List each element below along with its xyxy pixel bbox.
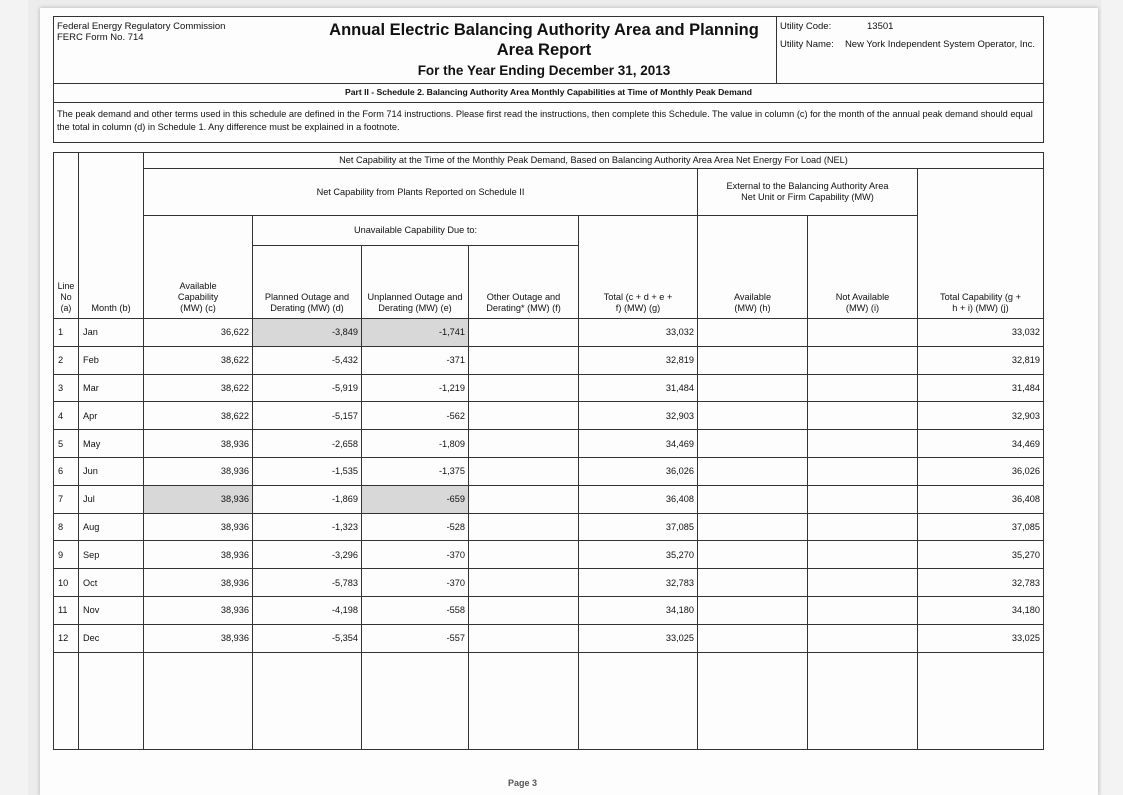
cell-h — [698, 402, 808, 430]
col-header-d: Planned Outage and Derating (MW) (d) — [253, 246, 362, 319]
viewer-margin-left — [0, 0, 28, 795]
cell-f — [469, 430, 579, 458]
cell-d: -5,432 — [253, 346, 362, 374]
cell-month: Dec — [79, 624, 144, 652]
form-header — [53, 16, 1044, 84]
header-divider — [776, 17, 777, 83]
cell-g: 37,085 — [579, 513, 698, 541]
plants-header: Net Capability from Plants Reported on Schedule II — [144, 169, 698, 216]
cell-h — [698, 374, 808, 402]
col-header-month: Month (b) — [79, 153, 144, 319]
cell-j: 34,180 — [918, 596, 1044, 624]
cell-d: -4,198 — [253, 596, 362, 624]
cell-j: 35,270 — [918, 541, 1044, 569]
cell-e: -371 — [362, 346, 469, 374]
table-row — [54, 596, 1044, 624]
cell-g: 33,032 — [579, 319, 698, 347]
cell-d: -3,296 — [253, 541, 362, 569]
col-header-c: Available Capability (MW) (c) — [144, 216, 253, 319]
cell-i — [808, 513, 918, 541]
cell-line: 3 — [54, 374, 79, 402]
form-number: FERC Form No. 714 — [57, 32, 144, 43]
report-title-line1: Annual Electric Balancing Authority Area and Planning — [329, 21, 759, 39]
cell-month: Feb — [79, 346, 144, 374]
cell-j: 32,903 — [918, 402, 1044, 430]
report-title-line2: Area Report — [496, 41, 592, 59]
cell-line: 8 — [54, 513, 79, 541]
cell-e: -558 — [362, 596, 469, 624]
cell-c: 38,936 — [144, 596, 253, 624]
cell-c: 38,622 — [144, 374, 253, 402]
cell-j: 33,025 — [918, 624, 1044, 652]
cell-i — [808, 541, 918, 569]
cell-e: -562 — [362, 402, 469, 430]
utility-code-label: Utility Code: — [780, 21, 832, 32]
cell-c: 36,622 — [144, 319, 253, 347]
cell-h — [698, 457, 808, 485]
cell-h — [698, 319, 808, 347]
cell-e: -370 — [362, 569, 469, 597]
table-row — [54, 624, 1044, 652]
col-header-line: Line No (a) — [54, 153, 79, 319]
cell-g: 31,484 — [579, 374, 698, 402]
table-row — [54, 402, 1044, 430]
cell-e: -557 — [362, 624, 469, 652]
cell-month: Jul — [79, 485, 144, 513]
cell-c: 38,936 — [144, 485, 253, 513]
table-row — [54, 457, 1044, 485]
cell-h — [698, 485, 808, 513]
col-header-g: Total (c + d + e + f) (MW) (g) — [579, 216, 698, 319]
cell-e: -370 — [362, 541, 469, 569]
utility-name-value: New York Independent System Operator, Inc. — [844, 39, 1036, 50]
cell-g: 34,180 — [579, 596, 698, 624]
cell-line: 11 — [54, 596, 79, 624]
cell-i — [808, 319, 918, 347]
cell-h — [698, 541, 808, 569]
cell-f — [469, 374, 579, 402]
cell-j: 31,484 — [918, 374, 1044, 402]
cell-line: 5 — [54, 430, 79, 458]
cell-i — [808, 430, 918, 458]
agency-name: Federal Energy Regulatory Commission — [57, 21, 226, 32]
cell-g: 32,819 — [579, 346, 698, 374]
cell-g: 32,783 — [579, 569, 698, 597]
instructions-text: The peak demand and other terms used in this schedule are defined in the Form 714 instructions. Please first read the instructions, then complete this Schedule. The value in column (c) for the month of the annual peak demand should equal the total in column (d) in Schedule 1. Any difference must be explained in a footnote. — [53, 103, 1044, 143]
col-header-e: Unplanned Outage and Derating (MW) (e) — [362, 246, 469, 319]
cell-month: Jan — [79, 319, 144, 347]
table-row — [54, 541, 1044, 569]
cell-f — [469, 457, 579, 485]
cell-c: 38,936 — [144, 541, 253, 569]
report-year: For the Year Ending December 31, 2013 — [417, 63, 671, 78]
cell-month: Nov — [79, 596, 144, 624]
cell-j: 36,026 — [918, 457, 1044, 485]
cell-i — [808, 374, 918, 402]
cell-d: -2,658 — [253, 430, 362, 458]
cell-d: -5,157 — [253, 402, 362, 430]
col-header-j: Total Capability (g + h + i) (MW) (j) — [918, 169, 1044, 319]
external-header: External to the Balancing Authority Area Net Unit or Firm Capability (MW) — [698, 169, 918, 216]
cell-line: 10 — [54, 569, 79, 597]
cell-f — [469, 485, 579, 513]
cell-e: -1,741 — [362, 319, 469, 347]
part-title: Part II - Schedule 2. Balancing Authority Area Monthly Capabilities at Time of Monthly Peak Demand — [53, 84, 1044, 103]
cell-c: 38,622 — [144, 346, 253, 374]
cell-f — [469, 596, 579, 624]
cell-c: 38,936 — [144, 569, 253, 597]
table-row — [54, 485, 1044, 513]
cell-f — [469, 319, 579, 347]
cell-e: -1,219 — [362, 374, 469, 402]
cell-i — [808, 402, 918, 430]
cell-d: -1,535 — [253, 457, 362, 485]
cell-d: -3,849 — [253, 319, 362, 347]
blank-row — [54, 652, 1044, 749]
cell-f — [469, 624, 579, 652]
cell-c: 38,936 — [144, 624, 253, 652]
cell-c: 38,936 — [144, 457, 253, 485]
cell-i — [808, 624, 918, 652]
cell-g: 35,270 — [579, 541, 698, 569]
cell-g: 33,025 — [579, 624, 698, 652]
cell-d: -5,354 — [253, 624, 362, 652]
cell-month: Jun — [79, 457, 144, 485]
cell-i — [808, 457, 918, 485]
cell-j: 33,032 — [918, 319, 1044, 347]
cell-j: 36,408 — [918, 485, 1044, 513]
table-row — [54, 430, 1044, 458]
cell-h — [698, 513, 808, 541]
cell-line: 6 — [54, 457, 79, 485]
cell-g: 32,903 — [579, 402, 698, 430]
cell-j: 32,783 — [918, 569, 1044, 597]
table-row — [54, 374, 1044, 402]
cell-g: 36,408 — [579, 485, 698, 513]
capability-table — [53, 152, 1044, 750]
utility-name-label: Utility Name: — [780, 39, 834, 50]
cell-month: Aug — [79, 513, 144, 541]
cell-e: -1,809 — [362, 430, 469, 458]
cell-i — [808, 596, 918, 624]
cell-f — [469, 513, 579, 541]
cell-d: -5,783 — [253, 569, 362, 597]
col-header-i: Not Available (MW) (i) — [808, 216, 918, 319]
cell-line: 9 — [54, 541, 79, 569]
cell-h — [698, 346, 808, 374]
cell-month: Apr — [79, 402, 144, 430]
cell-line: 2 — [54, 346, 79, 374]
cell-c: 38,936 — [144, 430, 253, 458]
report-title — [324, 20, 764, 60]
cell-f — [469, 541, 579, 569]
cell-line: 12 — [54, 624, 79, 652]
cell-month: Oct — [79, 569, 144, 597]
cell-line: 7 — [54, 485, 79, 513]
cell-g: 34,469 — [579, 430, 698, 458]
cell-d: -5,919 — [253, 374, 362, 402]
page-number: Page 3 — [508, 778, 538, 788]
cell-month: Sep — [79, 541, 144, 569]
cell-i — [808, 569, 918, 597]
cell-line: 1 — [54, 319, 79, 347]
viewer-margin-right — [1101, 0, 1123, 795]
cell-f — [469, 402, 579, 430]
cell-h — [698, 624, 808, 652]
cell-e: -528 — [362, 513, 469, 541]
cell-j: 34,469 — [918, 430, 1044, 458]
cell-h — [698, 430, 808, 458]
cell-h — [698, 596, 808, 624]
cell-d: -1,323 — [253, 513, 362, 541]
table-row — [54, 319, 1044, 347]
cell-f — [469, 569, 579, 597]
cell-j: 37,085 — [918, 513, 1044, 541]
cell-d: -1,869 — [253, 485, 362, 513]
unavailable-header: Unavailable Capability Due to: — [253, 216, 579, 246]
cell-line: 4 — [54, 402, 79, 430]
cell-c: 38,622 — [144, 402, 253, 430]
table-row — [54, 569, 1044, 597]
cell-j: 32,819 — [918, 346, 1044, 374]
cell-month: Mar — [79, 374, 144, 402]
cell-h — [698, 569, 808, 597]
utility-code-value: 13501 — [867, 21, 894, 32]
cell-e: -1,375 — [362, 457, 469, 485]
cell-i — [808, 346, 918, 374]
super-header: Net Capability at the Time of the Monthly Peak Demand, Based on Balancing Authority Area Area Net Energy For Load (NEL) — [144, 153, 1044, 169]
cell-g: 36,026 — [579, 457, 698, 485]
col-header-h: Available (MW) (h) — [698, 216, 808, 319]
cell-month: May — [79, 430, 144, 458]
agency-block — [57, 21, 225, 43]
table-row — [54, 513, 1044, 541]
cell-f — [469, 346, 579, 374]
col-header-f: Other Outage and Derating* (MW) (f) — [469, 246, 579, 319]
cell-c: 38,936 — [144, 513, 253, 541]
cell-e: -659 — [362, 485, 469, 513]
table-row — [54, 346, 1044, 374]
cell-i — [808, 485, 918, 513]
